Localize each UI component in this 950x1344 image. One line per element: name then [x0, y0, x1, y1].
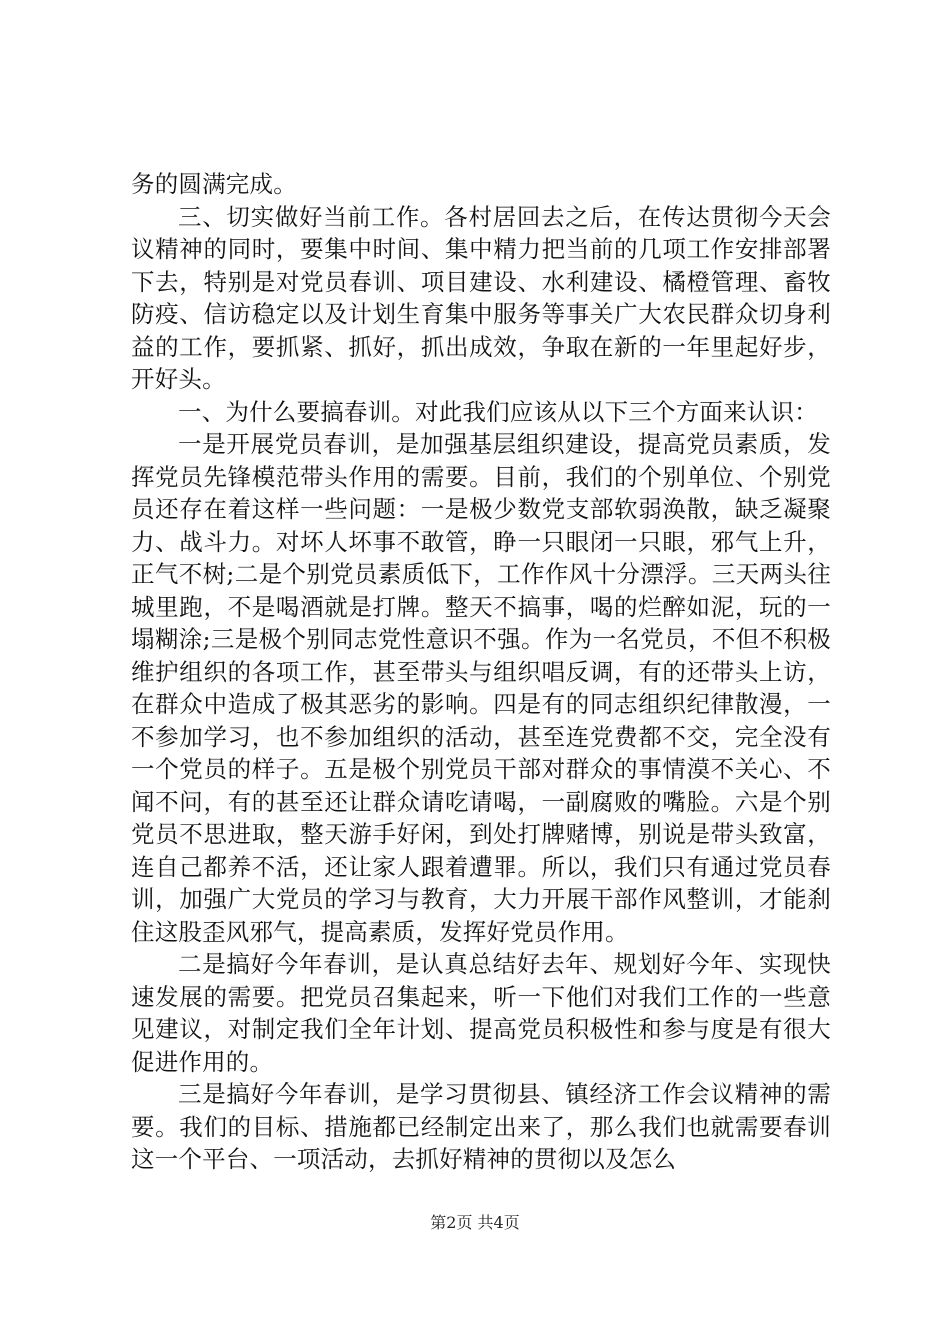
page-footer: 第2页 共4页 [430, 1213, 520, 1232]
paragraph: 一、为什么要搞春训。对此我们应该从以下三个方面来认识： [178, 397, 818, 426]
paragraph: 三是搞好今年春训，是学习贯彻县、镇经济工作会议精神的需要。我们的目标、措施都已经制定出来了，那么我们也就需要春训这一个平台、一项活动，去抓好精神的贯彻以及怎么 [131, 1080, 831, 1173]
paragraph: 三、切实做好当前工作。各村居回去之后，在传达贯彻今天会议精神的同时，要集中时间、集中精力把当前的几项工作安排部署下去，特别是对党员春训、项目建设、水利建设、橘橙管理、畜牧防疫、信访稳定以及计划生育集中服务等事关广大农民群众切身利益的工作，要抓紧、抓好，抓出成效，争取在新的一年里起好步，开好头。 [131, 202, 831, 393]
document-body [131, 168, 831, 1176]
paragraph: 务的圆满完成。 [131, 170, 297, 198]
paragraph: 二是搞好今年春训，是认真总结好去年、规划好今年、实现快速发展的需要。把党员召集起来，听一下他们对我们工作的一些意见建议，对制定我们全年计划、提高党员积极性和参与度是有很大促进作用的。 [131, 950, 831, 1076]
paragraph: 一是开展党员春训，是加强基层组织建设，提高党员素质，发挥党员先锋模范带头作用的需要。目前，我们的个别单位、个别党员还存在着这样一些问题：一是极少数党支部软弱涣散，缺乏凝聚力、战斗力。对坏人坏事不敢管，睁一只眼闭一只眼，邪气上升，正气不树;二是个别党员素质低下，工作作风十分漂浮。三天两头往城里跑，不是喝酒就是打牌。整天不搞事，喝的烂醉如泥，玩的一塌糊涂;三是极个别同志党性意识不强。作为一名党员，不但不积极维护组织的各项工作，甚至带头与组织唱反调，有的还带头上访，在群众中造成了极其恶劣的影响。四是有的同志组织纪律散漫，一不参加学习，也不参加组织的活动，甚至连党费都不交，完全没有一个党员的样子。五是极个别党员干部对群众的事情漠不关心、不闻不问，有的甚至还让群众请吃请喝，一副腐败的嘴脸。六是个别党员不思进取，整天游手好闲，到处打牌赌博，别说是带头致富，连自己都养不活，还让家人跟着遭罪。所以，我们只有通过党员春训，加强广大党员的学习与教育，大力开展干部作风整训，才能刹住这股歪风邪气，提高素质，发挥好党员作用。 [131, 430, 831, 946]
